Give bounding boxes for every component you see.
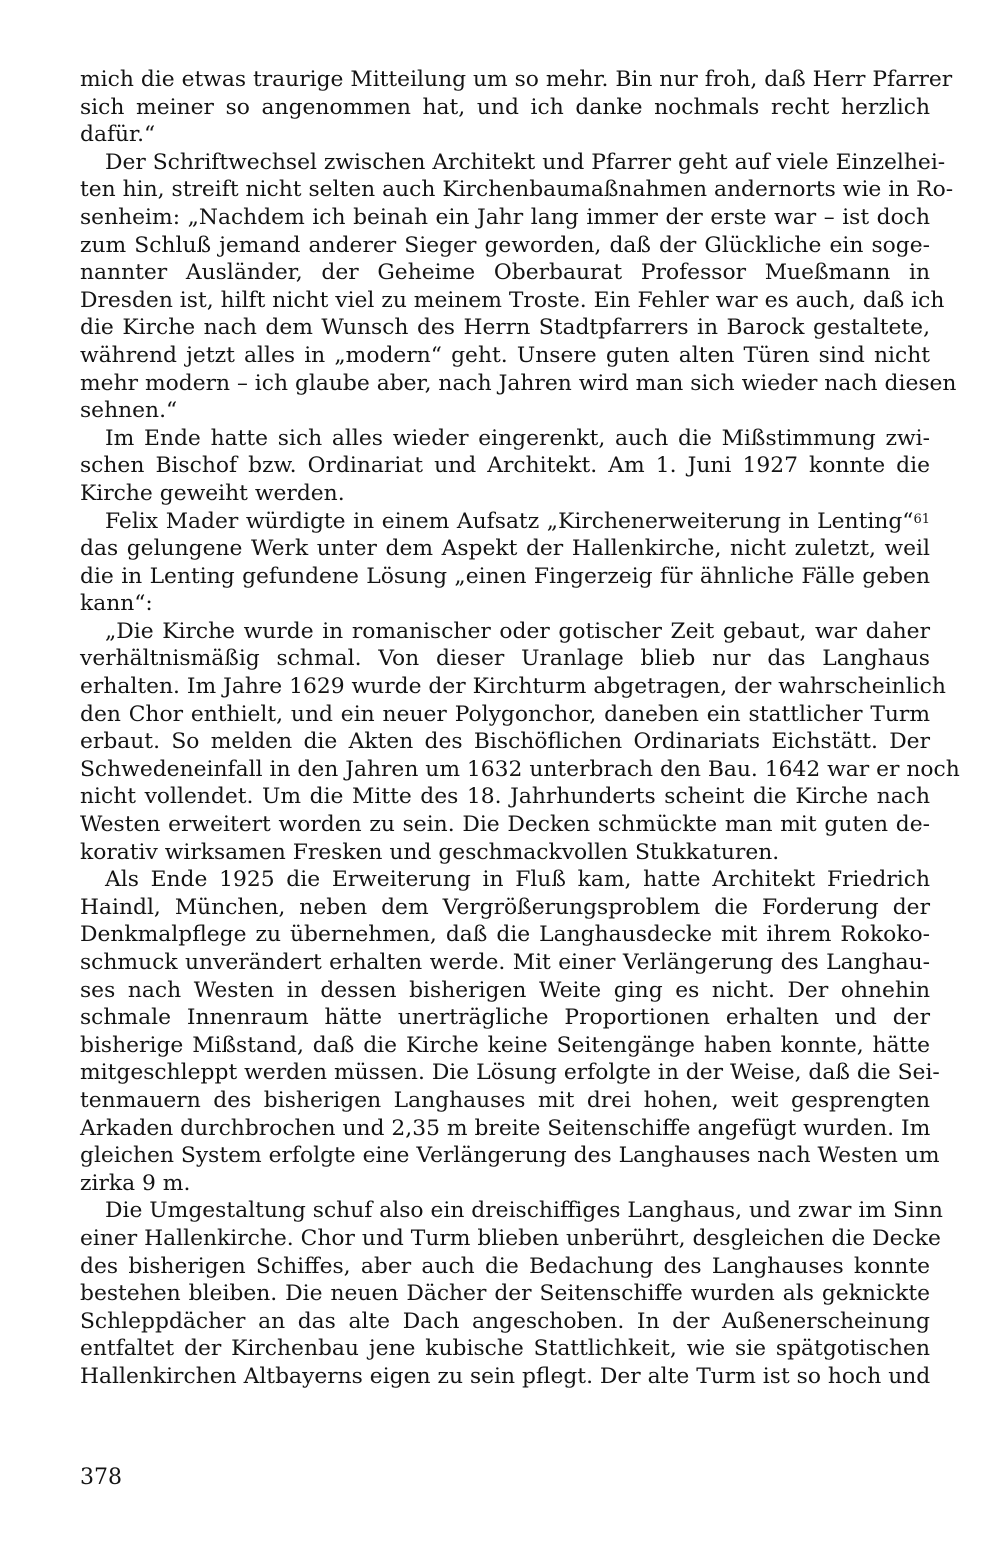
text-line: Die Umgestaltung schuf also ein dreischiffiges Langhaus, und zwar im Sinn: [105, 1198, 943, 1224]
text-line: Als Ende 1925 die Erweiterung in Fluß kam, hatte Architekt Friedrich: [105, 867, 930, 893]
text-line: erbaut. So melden die Akten des Bischöflichen Ordinariats Eichstätt. Der: [80, 729, 930, 755]
text-line: ten hin, streift nicht selten auch Kirchenbaumaßnahmen andernorts wie in Ro-: [80, 177, 954, 203]
text-line: Schleppdächer an das alte Dach angeschoben. In der Außenerscheinung: [80, 1308, 930, 1334]
text-line: zum Schluß jemand anderer Sieger geworden, daß der Glückliche ein soge-: [80, 232, 930, 258]
text-line: Dresden ist, hilft nicht viel zu meinem Troste. Ein Fehler war es auch, daß ich: [80, 287, 945, 313]
page-number: 378: [80, 1465, 122, 1490]
text-line: einer Hallenkirche. Chor und Turm blieben unberührt, desgleichen die Decke: [80, 1225, 941, 1251]
paragraph: [80, 1197, 943, 1390]
text-line: gleichen System erfolgte eine Verlängerung des Langhauses nach Westen um: [80, 1143, 940, 1169]
text-line: sehnen.“: [80, 398, 178, 424]
text-line: Der Schriftwechsel zwischen Architekt und Pfarrer geht auf viele Einzelhei-: [105, 149, 946, 175]
text-line: dafür.“: [80, 122, 156, 148]
text-line: mitgeschleppt werden müssen. Die Lösung erfolgte in der Weise, daß die Sei-: [80, 1060, 940, 1086]
text-line: ses nach Westen in dessen bisherigen Weite ging es nicht. Der ohnehin: [80, 977, 930, 1003]
text-line: den Chor enthielt, und ein neuer Polygonchor, daneben ein stattlicher Turm: [80, 701, 930, 727]
footnote-marker: 61: [913, 511, 930, 527]
text-line: sich meiner so angenommen hat, und ich danke nochmals recht herzlich: [80, 94, 930, 120]
text-line: zirka 9 m.: [80, 1170, 191, 1196]
text-line: das gelungene Werk unter dem Aspekt der Hallenkirche, nicht zuletzt, weil: [80, 536, 930, 562]
text-line: tenmauern des bisherigen Langhauses mit drei hohen, weit gesprengten: [80, 1087, 930, 1113]
text-line: bisherige Mißstand, daß die Kirche keine Seitengänge haben konnte, hätte: [80, 1032, 930, 1058]
text-line: nicht vollendet. Um die Mitte des 18. Jahrhunderts scheint die Kirche nach: [80, 784, 930, 810]
text-line: „Die Kirche wurde in romanischer oder gotischer Zeit gebaut, war daher: [105, 618, 930, 644]
text-line: mehr modern – ich glaube aber, nach Jahren wird man sich wieder nach diesen: [80, 370, 957, 396]
text-line: Arkaden durchbrochen und 2,35 m breite Seitenschiffe angefügt wurden. Im: [80, 1115, 931, 1141]
text-line: schen Bischof bzw. Ordinariat und Architekt. Am 1. Juni 1927 konnte die: [80, 453, 930, 479]
text-line: Haindl, München, neben dem Vergrößerungsproblem die Forderung der: [80, 894, 930, 920]
text-line: korativ wirksamen Fresken und geschmackvollen Stukkaturen.: [80, 839, 780, 865]
text-line: Hallenkirchen Altbayerns eigen zu sein pflegt. Der alte Turm ist so hoch und: [80, 1363, 931, 1389]
text-line: nannter Ausländer, der Geheime Oberbaurat Professor Mueßmann in: [80, 260, 930, 286]
text-line: Kirche geweiht werden.: [80, 480, 345, 506]
text-line: schmale Innenraum hätte unerträgliche Proportionen erhalten und der: [80, 1005, 930, 1031]
paragraph: [80, 149, 957, 425]
paragraph: [80, 866, 940, 1197]
text-line: mich die etwas traurige Mitteilung um so mehr. Bin nur froh, daß Herr Pfarrer: [80, 67, 953, 92]
text-line: senheim: „Nachdem ich beinah ein Jahr lang immer der erste war – ist doch: [80, 204, 930, 230]
text-line: Westen erweitert worden zu sein. Die Decken schmückte man mit guten de-: [80, 812, 930, 838]
text-line: kann“:: [80, 591, 153, 617]
text-line: bestehen bleiben. Die neuen Dächer der Seitenschiffe wurden als geknickte: [80, 1281, 930, 1307]
text-line: die in Lenting gefundene Lösung „einen Fingerzeig für ähnliche Fälle geben: [80, 563, 930, 589]
text-line: entfaltet der Kirchenbau jene kubische Stattlichkeit, wie sie spätgotischen: [80, 1336, 930, 1362]
text-line: Im Ende hatte sich alles wieder eingerenkt, auch die Mißstimmung zwi-: [105, 425, 930, 451]
paragraph: [80, 66, 953, 149]
text-line: des bisherigen Schiffes, aber auch die Bedachung des Langhauses konnte: [80, 1253, 930, 1279]
paragraph: [80, 508, 930, 618]
paragraph: [80, 425, 930, 508]
text-line: Denkmalpflege zu übernehmen, daß die Langhausdecke mit ihrem Rokoko-: [80, 922, 930, 948]
text-line: verhältnismäßig schmal. Von dieser Uranlage blieb nur das Langhaus: [80, 646, 930, 672]
paragraph: [80, 618, 960, 866]
body-text: [80, 66, 960, 1391]
text-line: die Kirche nach dem Wunsch des Herrn Stadtpfarrers in Barock gestaltete,: [80, 315, 930, 341]
text-line: Schwedeneinfall in den Jahren um 1632 unterbrach den Bau. 1642 war er noch: [80, 756, 960, 782]
text-line: erhalten. Im Jahre 1629 wurde der Kirchturm abgetragen, der wahrscheinlich: [80, 674, 946, 700]
text-line: Felix Mader würdigte in einem Aufsatz „Kirchenerweiterung in Lenting“$^{61}$: [105, 508, 930, 534]
text-line: schmuck unverändert erhalten werde. Mit einer Verlängerung des Langhau-: [80, 950, 930, 975]
text-line: während jetzt alles in „modern“ geht. Unsere guten alten Türen sind nicht: [80, 342, 930, 368]
